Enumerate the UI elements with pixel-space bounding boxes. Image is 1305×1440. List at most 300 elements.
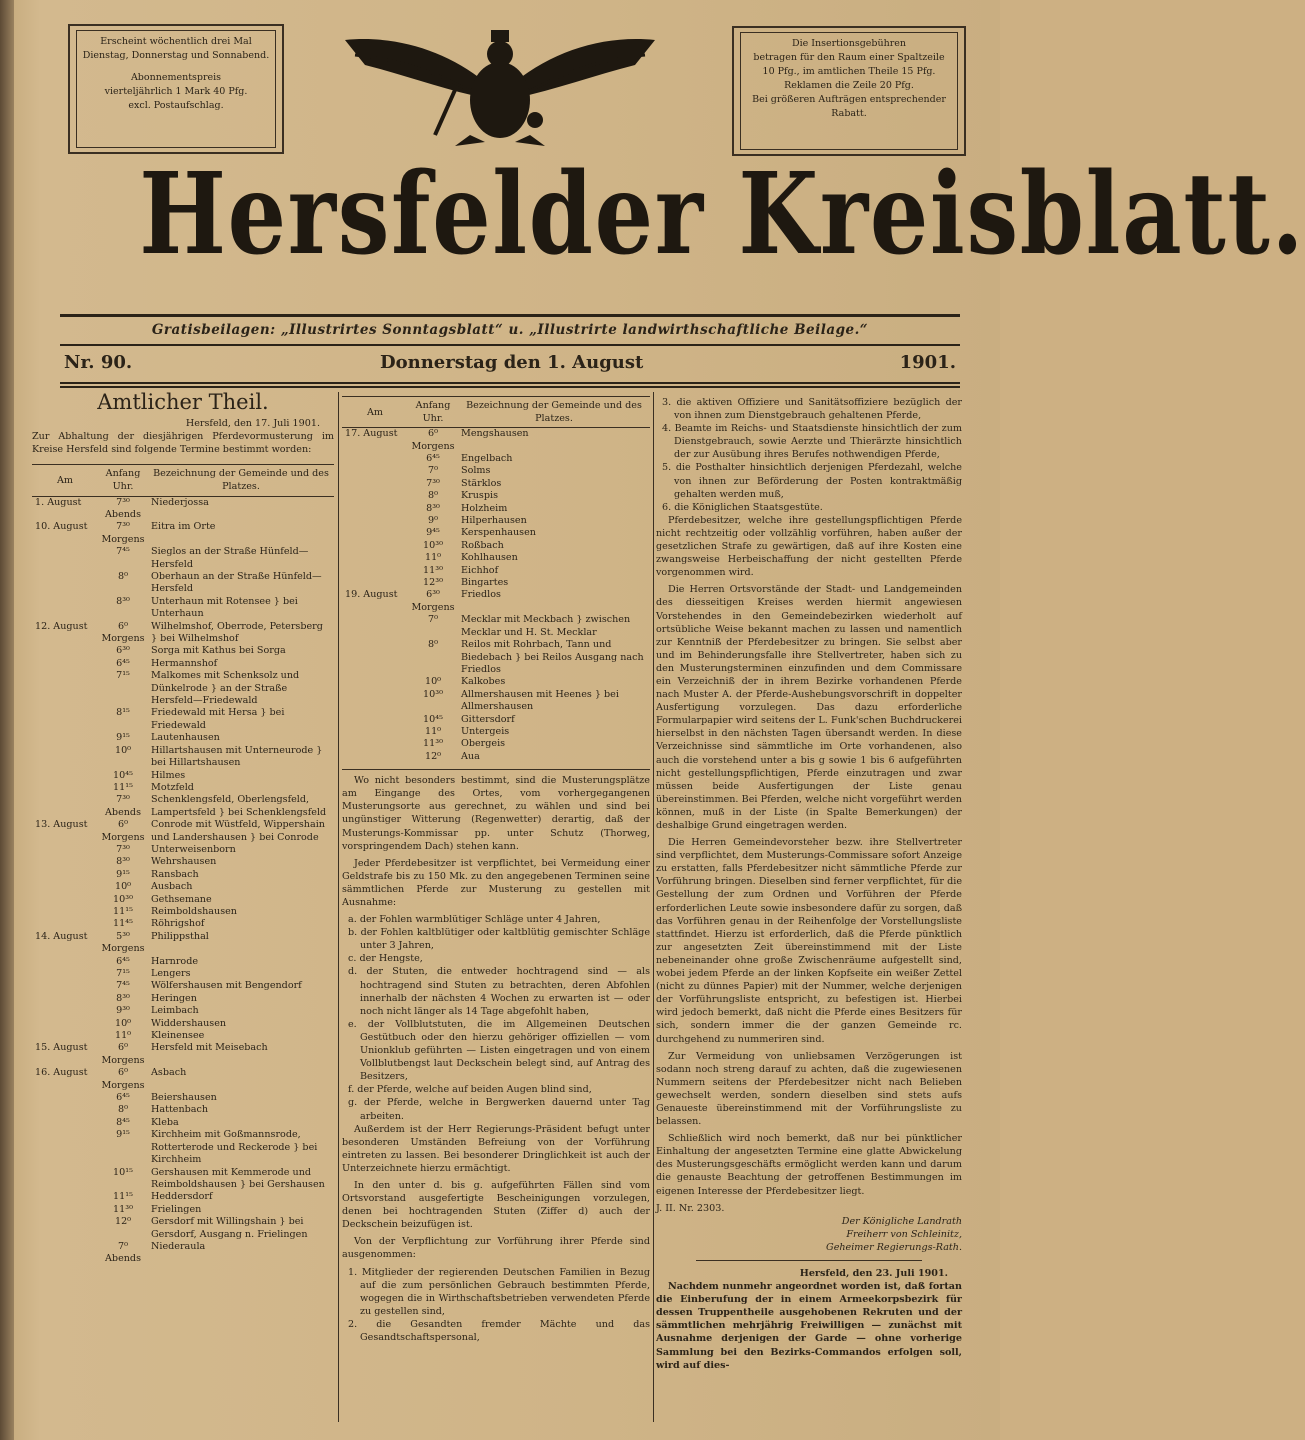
- date-cell: [32, 894, 98, 906]
- date-cell: [342, 552, 408, 564]
- binding-edge: [0, 0, 14, 1440]
- box-line: Reklamen die Zeile 20 Pfg.: [784, 80, 914, 91]
- box-line: Bei größeren Aufträgen entsprechender: [752, 94, 946, 105]
- paragraph: Jeder Pferdebesitzer ist verpflichtet, bei Vermeidung einer Geldstrafe bis zu 150 Mk. zu den angegebenen Terminen seine sämmtlichen Pferde zur Musterung zu gestellen mit Ausnahme:: [342, 857, 650, 908]
- time-cell: 10⁰: [114, 881, 132, 893]
- column-3: [656, 396, 962, 1376]
- place-cell: Kleinensee: [151, 1030, 205, 1042]
- schedule-table: [342, 396, 650, 763]
- date-cell: [32, 1104, 98, 1116]
- time-cell: 11³⁰: [423, 738, 443, 750]
- table-row: [32, 1241, 334, 1266]
- date-cell: [32, 794, 98, 819]
- time-cell: 11¹⁵: [113, 1191, 133, 1203]
- time-cell: 7⁴⁵: [116, 546, 130, 558]
- paragraph: Zur Vermeidung von unliebsamen Verzögerungen ist sodann noch streng darauf zu achten, daß die zugewiesenen Nummern seitens der Pferdebesitzer nicht nach Belieben gewechselt werden, sondern dieselben sind stets aufs Genaueste übereinstimmend mit der Vorführungsliste zu belassen.: [656, 1050, 962, 1128]
- newspaper-title: Hersfelder Kreisblatt.: [139, 149, 1305, 280]
- place-cell: Leimbach: [151, 1005, 199, 1017]
- date-cell: [342, 540, 408, 552]
- divider: [60, 314, 960, 317]
- place-cell: Aua: [461, 750, 480, 762]
- table-row: [32, 819, 334, 844]
- table-row: [32, 956, 334, 968]
- table-row: [342, 714, 650, 726]
- place-cell: Frielingen: [151, 1203, 202, 1215]
- divider: [60, 386, 960, 388]
- time-cell: 7³⁰: [116, 843, 130, 855]
- date-cell: [32, 1030, 98, 1042]
- time-cell: 8³⁰: [116, 595, 130, 607]
- time-cell: 11⁰: [424, 552, 442, 564]
- box-line: Abonnementspreis: [130, 72, 222, 83]
- box-line: vierteljährlich 1 Mark 40 Pfg.: [104, 86, 248, 97]
- table-row: [32, 707, 334, 732]
- place-cell: Roßbach: [461, 539, 504, 551]
- schedule-table: [32, 464, 334, 1265]
- place-cell: Kleba: [151, 1116, 179, 1128]
- intro-paragraph: Zur Abhaltung der diesjährigen Pferdevormusterung im Kreise Hersfeld sind folgende Termine bestimmt worden:: [32, 431, 334, 456]
- date-cell: [342, 676, 408, 688]
- signature-line: Geheimer Regierungs-Rath.: [826, 1241, 962, 1253]
- time-cell: 6³⁰ Morgens: [411, 589, 455, 613]
- place-cell: Gethsemane: [151, 893, 212, 905]
- place-cell: Holzheim: [461, 502, 508, 514]
- place-cell: Hersfeld mit Meisebach: [151, 1042, 268, 1054]
- place-cell: Reimboldshausen: [151, 905, 237, 917]
- table-row: [32, 993, 334, 1005]
- place-cell: Friedewald mit Hersa } bei Friedewald: [151, 707, 285, 731]
- table-row: [32, 894, 334, 906]
- place-cell: Wölfershausen mit Bengendorf: [151, 980, 302, 992]
- place-cell: Heddersdorf: [151, 1191, 213, 1203]
- issue-number: Nr. 90.: [64, 352, 133, 373]
- table-row: [342, 639, 650, 676]
- date-cell: [32, 1129, 98, 1166]
- date-cell: 14. August: [35, 930, 88, 942]
- divider: [60, 344, 960, 346]
- list-item: 4. Beamte im Reichs- und Staatsdienste hinsichtlich der zum Dienstgebrauch, sowie Aerzte und Thierärzte hinsichtlich der zur Ausübung ihres Berufes nothwendigen Pferde,: [662, 423, 962, 461]
- time-cell: 6⁴⁵: [116, 955, 130, 967]
- time-cell: 10³⁰: [113, 893, 133, 905]
- time-cell: 8⁰: [118, 571, 128, 582]
- time-cell: 7³⁰ Abends: [105, 496, 141, 520]
- date-cell: [342, 465, 408, 477]
- date-cell: [342, 503, 408, 515]
- place-cell: Asbach: [151, 1067, 187, 1079]
- list-item: e. der Vollblutstuten, die im Allgemeinen Deutschen Gestütbuch oder den hierzu gehöriger offiziellen — vom Unionklub geführten — Listen eingetragen und von einem Vollblutbengst laut Deckschein belegt sind, auf Antrag des Besitzers,: [348, 1018, 650, 1083]
- time-cell: 11⁰: [114, 1030, 132, 1042]
- time-cell: 12³⁰: [423, 577, 443, 589]
- place-cell: Gershausen mit Kemmerode und Reimboldshausen } bei Gershausen: [151, 1166, 325, 1190]
- time-cell: 8⁴⁵: [116, 1116, 130, 1128]
- table-row: [32, 745, 334, 770]
- table-row: [32, 1005, 334, 1017]
- table-row: [32, 1042, 334, 1067]
- dateline: Hersfeld, den 23. Juli 1901.: [799, 1268, 948, 1279]
- list-item: 2. die Gesandten fremder Mächte und das Gesandtschaftspersonal,: [348, 1318, 650, 1343]
- table-row: [32, 770, 334, 782]
- paragraph: Die Herren Ortsvorstände der Stadt- und Landgemeinden des diesseitigen Kreises werden hiermit angewiesen Vorstehendes in den Gemeindebezirken wiederholt auf ortsübliche Weise bekannt machen zu lassen und namentlich zur Kenntniß der Pferdebesitzer zu bringen. Sie selbst aber und im Behinderungsfalle ihre Stellvertreter, haben sich zu den Musterungsterminen einzufinden und dem Commissare ein Verzeichniß der in ihrem Bezirke vorhandenen Pferde nach Muster A. der Pferde-Aushebungsvorschrift in doppelter Ausfertigung vorzulegen. Das dazu erforderliche Formularpapier wird seitens der L. Funk'schen Buchdruckerei hierselbst in den nächsten Tagen übersandt werden. In diese Verzeichnisse sind sämmtliche im Orte vorhandenen, also auch die vorstehend unter a bis g sowie 1 bis 6 aufgeführten nicht gestellungspflichtigen, Pferde einzutragen und zwar müssen beide Ausfertigungen der Liste genau übereinstimmen. Bei Pferden, welche nicht vorgeführt werden können, muß in der Liste (in Spalte Bemerkungen) der deshalbige Grund eingetragen werden.: [656, 584, 962, 831]
- time-cell: 8⁰: [428, 490, 438, 502]
- place-cell: Solms: [461, 465, 491, 477]
- table-row: [32, 856, 334, 868]
- place-cell: Gersdorf mit Willingshain } bei Gersdorf, Ausgang n. Frielingen: [151, 1216, 308, 1240]
- place-cell: Sorga mit Kathus bei Sorga: [151, 645, 286, 657]
- time-cell: 7¹⁵: [116, 670, 130, 682]
- date-cell: 1. August: [35, 496, 82, 508]
- time-cell: 12⁰: [424, 750, 442, 762]
- time-cell: 6⁴⁵: [426, 453, 440, 464]
- box-line: betragen für den Raum einer Spaltzeile: [753, 52, 945, 63]
- time-cell: 8³⁰: [426, 502, 440, 514]
- table-row: [342, 478, 650, 490]
- date-cell: [32, 645, 98, 657]
- list-item: c. der Hengste,: [348, 953, 423, 965]
- date-cell: [342, 478, 408, 490]
- time-cell: 10³⁰: [423, 539, 443, 551]
- date-cell: 15. August: [35, 1042, 88, 1054]
- table-row: [32, 596, 334, 621]
- time-cell: 9¹⁵: [116, 1129, 130, 1141]
- place-cell: Kruspis: [461, 490, 498, 502]
- paragraph: Nachdem nunmehr angeordnet worden ist, daß fortan die Einberufung der in einem Armeekorpsbezirk für dessen Truppentheile ausgehobenen Rekruten und der sämmtlichen mehrjährig Freiwilligen — zunächst mit Ausnahme derjenigen der Garde — ohne vorherige Sammlung bei den Bezirks-Commandos erfolgen soll, wird auf dies-: [656, 1281, 962, 1371]
- issue-line: [60, 352, 960, 380]
- table-row: [342, 527, 650, 539]
- date-cell: [342, 751, 408, 763]
- list-item: f. der Pferde, welche auf beiden Augen blind sind,: [348, 1084, 592, 1096]
- table-row: [32, 869, 334, 881]
- time-cell: 10⁰: [424, 676, 442, 688]
- time-cell: 11¹⁵: [113, 781, 133, 793]
- time-cell: 11³⁰: [423, 564, 443, 576]
- table-row: [32, 844, 334, 856]
- box-line: Dienstag, Donnerstag und Sonnabend.: [82, 50, 270, 61]
- place-cell: Allmershausen mit Heenes } bei Allmershausen: [461, 688, 619, 713]
- date-cell: [342, 527, 408, 539]
- date-cell: [342, 565, 408, 577]
- date-cell: [32, 881, 98, 893]
- table-row: [32, 968, 334, 980]
- place-cell: Eitra im Orte: [151, 521, 216, 533]
- paragraph: Außerdem ist der Herr Regierungs-Präsident befugt unter besonderen Umständen Befreiung von der Vorführung eintreten zu lassen. Bei besonderer Dringlichkeit ist auch der Unterzeichnete hierzu ermächtigt.: [342, 1123, 650, 1174]
- date-cell: [32, 1216, 98, 1241]
- dateline: Hersfeld, den 17. Juli 1901.: [185, 418, 320, 430]
- time-cell: 8⁰: [428, 639, 438, 651]
- table-row: [342, 676, 650, 688]
- table-row: [342, 552, 650, 564]
- signature-line: Der Königliche Landrath: [841, 1215, 962, 1227]
- signature-line: Freiherr von Schleinitz,: [846, 1228, 962, 1240]
- place-cell: Untergeis: [461, 725, 510, 737]
- table-row: [32, 621, 334, 646]
- date-cell: [342, 577, 408, 589]
- place-cell: Gittersdorf: [461, 713, 515, 725]
- place-cell: Heringen: [151, 992, 197, 1004]
- table-row: [32, 918, 334, 930]
- place-cell: Hermannshof: [151, 657, 218, 669]
- column-separator: [338, 392, 339, 1422]
- column-separator: [653, 392, 654, 1422]
- place-cell: Wilhelmshof, Oberrode, Petersberg } bei Wilhelmshof: [151, 620, 323, 645]
- table-row: [342, 515, 650, 527]
- date-cell: [32, 980, 98, 992]
- date-cell: [32, 770, 98, 782]
- time-cell: 9⁴⁵: [426, 527, 440, 539]
- time-cell: 8³⁰: [116, 856, 130, 868]
- table-row: [32, 1204, 334, 1216]
- column-header: Bezeichnung der Gemeinde und des Platzes.: [458, 397, 650, 428]
- table-row: [32, 906, 334, 918]
- divider: [60, 382, 960, 384]
- time-cell: 6³⁰: [116, 645, 130, 657]
- date-cell: [32, 1241, 98, 1266]
- table-row: [32, 980, 334, 992]
- place-cell: Reilos mit Rohrbach, Tann und Biedebach } bei Reilos Ausgang nach Friedlos: [461, 639, 644, 675]
- time-cell: 8⁰: [118, 1104, 128, 1116]
- date-cell: 10. August: [35, 521, 88, 533]
- column-header: Bezeichnung der Gemeinde und des Platzes.: [148, 465, 334, 496]
- time-cell: 11⁴⁵: [113, 918, 133, 930]
- date-cell: [342, 639, 408, 676]
- place-cell: Hattenbach: [151, 1104, 209, 1116]
- place-cell: Niederjossa: [151, 496, 209, 508]
- time-cell: 10¹⁵: [113, 1166, 133, 1178]
- place-cell: Mengshausen: [461, 428, 529, 440]
- place-cell: Sieglos an der Straße Hünfeld—Hersfeld: [151, 546, 309, 570]
- paragraph: In den unter d. bis g. aufgeführten Fällen sind vom Ortsvorstand ausgefertigte Bescheinigungen vorzulegen, denen bei hochtragenden Stuten (Ziffer d) auch der Deckschein beizufügen ist.: [342, 1179, 650, 1231]
- column-2: [342, 396, 650, 1344]
- table-row: [342, 689, 650, 714]
- place-cell: Röhrigshof: [151, 918, 205, 930]
- table-row: [32, 546, 334, 571]
- date-cell: [32, 1092, 98, 1104]
- table-row: [32, 1129, 334, 1166]
- time-cell: 6⁰ Morgens: [101, 1067, 145, 1091]
- time-cell: 7¹⁵: [116, 968, 130, 979]
- table-row: [32, 732, 334, 744]
- time-cell: 7⁰: [428, 465, 438, 477]
- time-cell: 6⁰ Morgens: [101, 620, 145, 645]
- place-cell: Engelbach: [461, 453, 513, 464]
- table-row: [32, 496, 334, 521]
- date-cell: [32, 968, 98, 980]
- place-cell: Unterweisenborn: [151, 843, 236, 855]
- table-row: [342, 577, 650, 589]
- place-cell: Schenklengsfeld, Oberlengsfeld, Lampertsfeld } bei Schenklengsfeld: [151, 794, 327, 818]
- date-cell: [32, 869, 98, 881]
- table-row: [342, 503, 650, 515]
- time-cell: 6⁰ Morgens: [411, 428, 455, 452]
- date-cell: 19. August: [345, 589, 398, 601]
- table-row: [342, 540, 650, 552]
- place-cell: Obergeis: [461, 738, 506, 750]
- list-item: d. der Stuten, die entweder hochtragend sind — als hochtragend sind Stuten zu betrachten, deren Abfohlen innerhalb der nächsten 4 Wochen zu erwarten ist — oder noch nicht länger als 14 Tage abgefohlt haben,: [348, 966, 650, 1017]
- date-cell: [342, 453, 408, 465]
- place-cell: Lengers: [151, 968, 191, 979]
- time-cell: 9⁰: [428, 515, 438, 527]
- date-cell: [32, 1117, 98, 1129]
- paragraph: Pferdebesitzer, welche ihre gestellungspflichtigen Pferde nicht rechtzeitig oder vollzählig vorführen, haben außer der gesetzlichen Strafe zu gewärtigen, daß auf ihre Kosten eine zwangsweise Herbeischaffung der nicht gestellten Pferde vorgenommen wird.: [656, 514, 962, 579]
- date-cell: [32, 745, 98, 770]
- table-row: [342, 428, 650, 453]
- date-cell: [32, 571, 98, 596]
- time-cell: 5³⁰ Morgens: [101, 930, 145, 955]
- supplements-line: Gratisbeilagen: „Illustrirtes Sonntagsblatt“ u. „Illustrirte landwirthschaftliche Beilage.“: [151, 322, 869, 338]
- date-cell: 13. August: [35, 819, 88, 831]
- time-cell: 10⁰: [114, 744, 132, 756]
- place-cell: Niederaula: [151, 1240, 206, 1252]
- table-row: [32, 931, 334, 956]
- place-cell: Kerspenhausen: [461, 527, 536, 539]
- time-cell: 10⁰: [114, 1017, 132, 1029]
- place-cell: Kohlhausen: [461, 552, 518, 564]
- table-row: [32, 571, 334, 596]
- date-cell: [32, 906, 98, 918]
- table-row: [342, 589, 650, 614]
- date-cell: [32, 1018, 98, 1030]
- table-row: [342, 565, 650, 577]
- issue-year: 1901.: [899, 352, 956, 373]
- time-cell: 11⁰: [424, 725, 442, 737]
- box-line: Die Insertionsgebühren: [791, 38, 907, 49]
- place-cell: Bingartes: [461, 577, 509, 589]
- reference-number: J. II. Nr. 2303.: [656, 1202, 725, 1214]
- section-title: Amtlicher Theil.: [97, 390, 269, 414]
- subscription-info-box: [68, 24, 284, 154]
- table-row: [32, 1167, 334, 1192]
- time-cell: 11³⁰: [113, 1203, 133, 1215]
- table-row: [32, 1092, 334, 1104]
- box-line: Erscheint wöchentlich drei Mal: [100, 36, 252, 47]
- place-cell: Eichhof: [461, 564, 499, 576]
- date-cell: [32, 782, 98, 794]
- place-cell: Unterhaun mit Rotensee } bei Unterhaun: [151, 595, 298, 620]
- list-item: 6. die Königlichen Staatsgestüte.: [662, 501, 823, 513]
- table-row: [32, 1030, 334, 1042]
- table-row: [32, 782, 334, 794]
- table-row: [32, 645, 334, 657]
- table-row: [342, 726, 650, 738]
- date-cell: [342, 714, 408, 726]
- list-item: g. der Pferde, welche in Bergwerken dauernd unter Tag arbeiten.: [348, 1097, 650, 1122]
- date-cell: [342, 515, 408, 527]
- paragraph: Von der Verpflichtung zur Vorführung ihrer Pferde sind ausgenommen:: [342, 1236, 650, 1261]
- table-row: [32, 1191, 334, 1203]
- list-item: a. der Fohlen warmblütiger Schläge unter 4 Jahren,: [348, 914, 601, 926]
- date-cell: [32, 707, 98, 732]
- place-cell: Kirchheim mit Goßmannsrode, Rotterterode und Reckerode } bei Kirchheim: [151, 1129, 318, 1166]
- box-line: 10 Pfg., im amtlichen Theile 15 Pfg.: [762, 66, 936, 77]
- time-cell: 7⁰: [428, 614, 438, 626]
- place-cell: Hilperhausen: [461, 515, 527, 527]
- time-cell: 11¹⁵: [113, 905, 133, 917]
- date-cell: [32, 1005, 98, 1017]
- table-row: [32, 658, 334, 670]
- date-cell: [32, 856, 98, 868]
- box-line: Rabatt.: [831, 108, 867, 119]
- table-row: [32, 794, 334, 819]
- date-cell: [32, 658, 98, 670]
- table-row: [32, 1104, 334, 1116]
- date-cell: [32, 956, 98, 968]
- place-cell: Ransbach: [151, 868, 199, 880]
- table-row: [32, 670, 334, 707]
- date-cell: [32, 596, 98, 621]
- date-cell: [32, 546, 98, 571]
- date-cell: [32, 732, 98, 744]
- date-cell: [342, 738, 408, 750]
- time-cell: 7⁰ Abends: [105, 1240, 141, 1265]
- date-cell: [32, 993, 98, 1005]
- table-row: [32, 1216, 334, 1241]
- date-cell: [32, 918, 98, 930]
- time-cell: 7⁴⁵: [116, 980, 130, 992]
- date-cell: [32, 670, 98, 707]
- time-cell: 7³⁰ Morgens: [101, 521, 145, 545]
- time-cell: 8¹⁵: [116, 707, 130, 719]
- place-cell: Wehrshausen: [151, 856, 217, 868]
- time-cell: 6⁴⁵: [116, 657, 130, 669]
- place-cell: Hilmes: [151, 769, 186, 781]
- date-cell: 12. August: [35, 620, 88, 632]
- place-cell: Widdershausen: [151, 1017, 227, 1029]
- place-cell: Mecklar mit Meckbach } zwischen Mecklar und H. St. Mecklar: [461, 614, 631, 638]
- time-cell: 12⁰: [114, 1216, 132, 1228]
- place-cell: Friedlos: [461, 589, 501, 601]
- time-cell: 8³⁰: [116, 992, 130, 1004]
- place-cell: Motzfeld: [151, 781, 194, 793]
- date-cell: [342, 689, 408, 714]
- column-1: [32, 390, 334, 1266]
- list-item: 1. Mitglieder der regierenden Deutschen Familien in Bezug auf die zum persönlichen Gebrauch bestimmten Pferde, wogegen die in Wirthschaftsbetrieben verwendeten Pferde zu gestellen sind,: [348, 1266, 650, 1317]
- box-line: excl. Postaufschlag.: [128, 100, 224, 111]
- table-row: [342, 614, 650, 639]
- place-cell: Oberhaun an der Straße Hünfeld—Hersfeld: [151, 571, 322, 595]
- column-header: Am: [342, 397, 408, 428]
- table-row: [342, 738, 650, 750]
- column-header: Anfang Uhr.: [408, 397, 458, 428]
- paragraph: Die Herren Gemeindevorsteher bezw. ihre Stellvertreter sind verpflichtet, dem Musterungs-Commissare sofort Anzeige zu erstatten, falls Pferdebesitzer nicht sämmtliche Pferde zur Vorführung bringen. Dieselben sind ferner verpflichtet, für die Gestellung der zum Ordnen und Vorführen der Pferde erforderlichen Leute sowie insbesondere dafür zu sorgen, daß das Vorführen genau in der Reihenfolge der Vorstellungsliste stattfindet. Hierzu ist erforderlich, daß die Pferde pünktlich zur angesetzten Zeit übereinstimmend mit der Liste nebeneinander ohne große Zwischenräume aufgestellt sind, wobei jedem Pferde an der linken Kopfseite ein weißer Zettel (nicht zu dünnes Papier) mit der Nummer, welche derjenigen der Vorführungsliste entspricht, zu befestigen ist. Hierbei wird jedoch bemerkt, daß nicht die Pferde eines Besitzers für sich, sondern immer die der ganzen Gemeinde rc. durchgehend zu nummeriren sind.: [656, 837, 962, 1045]
- place-cell: Beiershausen: [151, 1092, 217, 1104]
- date-cell: [342, 614, 408, 639]
- list-item: b. der Fohlen kaltblütiger oder kaltblütig gemischter Schläge unter 3 Jahren,: [348, 927, 650, 952]
- table-row: [342, 465, 650, 477]
- time-cell: 10³⁰: [423, 688, 443, 700]
- place-cell: Lautenhausen: [151, 732, 220, 744]
- table-row: [32, 881, 334, 893]
- table-row: [32, 1067, 334, 1092]
- place-cell: Hillartshausen mit Unterneurode } bei Hillartshausen: [151, 744, 323, 769]
- time-cell: 10⁴⁵: [423, 713, 443, 725]
- place-cell: Philippsthal: [151, 930, 209, 942]
- place-cell: Ausbach: [151, 881, 193, 893]
- time-cell: 7³⁰ Abends: [105, 794, 141, 818]
- issue-date: Donnerstag den 1. August: [380, 352, 644, 373]
- place-cell: Malkomes mit Schenksolz und Dünkelrode } an der Straße Hersfeld—Friedewald: [151, 670, 300, 707]
- paragraph: Wo nicht besonders bestimmt, sind die Musterungsplätze am Eingange des Ortes, vom vorhergegangenen Musterungsorte aus gerechnet, zu wählen und sind bei ungünstiger Witterung (Regenwetter) derartig, daß der Musterungs-Kommissar pp. unter Schutz (Thorweg, vorspringendem Dach) stehen kann.: [342, 775, 650, 852]
- column-header: Am: [32, 465, 98, 496]
- eagle-emblem-icon: [335, 20, 665, 148]
- place-cell: Harnrode: [151, 955, 199, 967]
- time-cell: 6⁰ Morgens: [101, 819, 145, 843]
- date-cell: 16. August: [35, 1067, 88, 1079]
- time-cell: 9¹⁵: [116, 732, 130, 744]
- column-header: Anfang Uhr.: [98, 465, 148, 496]
- date-cell: [32, 1191, 98, 1203]
- date-cell: 17. August: [345, 428, 398, 440]
- place-cell: Kalkobes: [461, 676, 506, 688]
- table-row: [342, 490, 650, 502]
